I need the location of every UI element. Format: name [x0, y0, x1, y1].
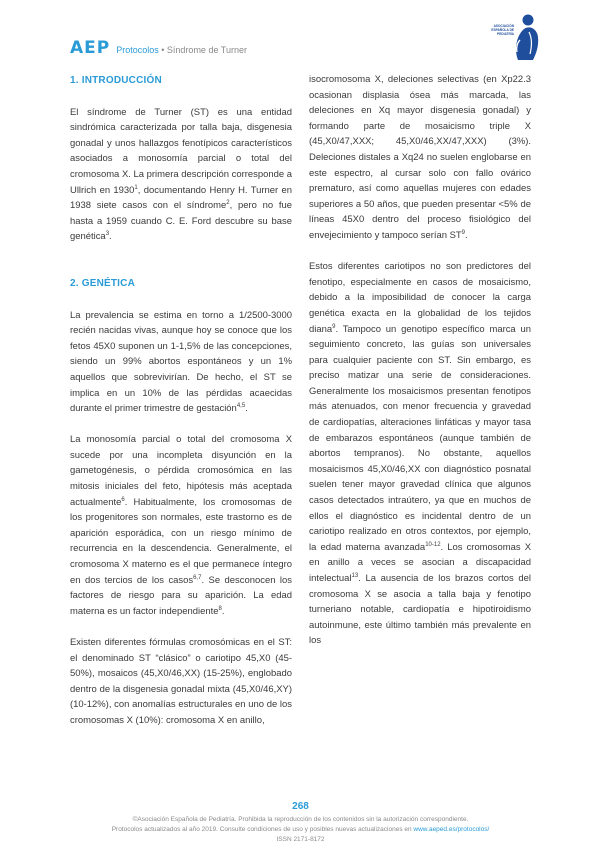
citation-ref: 9: [332, 323, 336, 330]
text-run: . Los cromosomas X en anillo a veces se asocian a discapacidad intelectual: [309, 541, 531, 584]
protocols-link[interactable]: www.aeped.es/protocolos/: [413, 826, 490, 833]
intro-paragraph: [70, 105, 292, 245]
genetica-paragraph-1: [70, 308, 292, 417]
aep-logo: [484, 10, 542, 62]
text-run: Existen diferentes fórmulas cromosómicas en el ST: el denominado ST “clásico” o cariotipo 45,X0 (45-50%), mosaicos (45,X0/46,XX) (15-25%), englobado dentro de la disgenesia gonadal mixta (45,X0/46,XY) (10-12%), con anomalías estructurales en uno de los cromosomas X (10%): cromosoma X en anillo,: [70, 637, 292, 726]
footer-issn: ISSN 2171-8172: [276, 836, 325, 843]
aep-brand: AEP: [70, 38, 111, 58]
citation-ref: 6,7: [193, 574, 202, 581]
citation-ref: 10-12: [425, 541, 441, 548]
page-number: 268: [292, 801, 309, 812]
citation-ref: 3: [105, 231, 110, 238]
header-topic: Síndrome de Turner: [166, 45, 247, 55]
citation-ref: 8: [218, 605, 222, 612]
footer-update-text: Protocolos actualizados al año 2019. Consulte condiciones de uso y posibles nuevas actualizaciones en: [111, 826, 414, 833]
text-run: .: [221, 605, 225, 617]
header-separator: •: [158, 45, 167, 55]
page-footer: [0, 815, 601, 845]
genetica-paragraph-4: [309, 259, 531, 649]
logo-text: ASOCIACIÓN ESPAÑOLA DE PEDIATRÍA: [491, 24, 514, 36]
header-section: Protocolos: [116, 45, 159, 55]
header-breadcrumb: [116, 45, 247, 55]
section-title-genetica: 2. GENÉTICA: [70, 277, 135, 289]
right-column: [309, 72, 531, 649]
footer-copyright: ©Asociación Española de Pediatría. Prohibida la reproducción de los contenidos sin la autorización correspondiente.: [132, 816, 469, 823]
text-run: Estos diferentes cariotipos no son predictores del fenotipo, especialmente en casos de mosaicismo, debido a la imposibilidad de conocer la carga genética exacta en la globalidad de los tejidos diana: [309, 261, 531, 335]
running-header: [70, 38, 247, 58]
aep-child-silhouette-icon: [484, 10, 542, 62]
genetica-paragraph-3: [70, 635, 292, 729]
citation-ref: 4,5: [236, 402, 246, 409]
text-run: La prevalencia se estima en torno a 1/2500-3000 recién nacidas vivas, aunque hoy se conoce que los fetos 45X0 suponen un 1-1,5% de las concepciones, siendo un 99% abortos espontáneos y un 1% aquellos que sobrevivirían. De hecho, el ST se implica en un 10% de las pérdidas acaecidas durante el primer trimestre de gestación: [70, 309, 292, 415]
text-run: .: [245, 403, 248, 415]
text-run: . La ausencia de los brazos cortos del cromosoma X se asocia a talla baja y fenotipo turneriano notable, cardiopatía e hipotiroidismo autoinmune, este último también más prevalente en los: [309, 573, 531, 647]
text-run: isocromosoma X, deleciones selectivas (en Xp22.3 ocasionan displasia ósea más marcada, las deleciones en Xq mayor disgenesia gonadal) y formando parte de mosaicismo triple X (45,X0/47,XXX; 45,X0/46,XX/47,XXX) (3%). Deleciones distales a Xq24 no suelen englobarse en este espectro, al cursar solo con fallo ovárico prematuro, así como aquellas mujeres con edades superiores a 50 años, que pueden presentar <5% de líneas 45X0 dentro del proceso fisiológico del envejecimiento y tampoco serían ST: [309, 74, 531, 241]
citation-ref: 13: [351, 572, 359, 579]
citation-ref: 6: [121, 496, 125, 503]
left-column: [70, 72, 292, 729]
citation-ref: 9: [461, 229, 465, 236]
citation-ref: 2: [226, 200, 230, 207]
footer-update-note: [0, 825, 601, 835]
text-run: .: [465, 229, 468, 241]
section-title-introduccion: 1. INTRODUCCIÓN: [70, 75, 162, 86]
citation-ref: 1: [134, 184, 138, 191]
text-run: . Habitualmente, los cromosomas de los progenitores son normales, este trastorno es de aparición esporádica, con un riesgo mínimo de recurrencia en la descendencia. Generalmente, el cromosoma X materno es el que permanece íntegro en dos tercios de los casos: [70, 496, 292, 586]
text-run: La monosomía parcial o total del cromosoma X sucede por una incompleta disyunción en la gametogénesis, o pérdida cromosómica en las mitosis iniciales del feto, hipótesis más aceptada actualmente: [70, 434, 292, 508]
text-run: .: [109, 231, 112, 243]
genetica-paragraph-3-continued: [309, 72, 531, 244]
text-run: . Se desconocen los factores de riesgo para su aparición. La edad materna es un factor independiente: [70, 574, 292, 617]
text-run: . Tampoco un genotipo específico marca un seguimiento concreto, las guías son universales para cualquier paciente con ST. Sin embargo, es preciso matizar una serie de consideraciones. Generalmente los mosaicismos presentan fenotipos más atenuados, con menor frecuencia y gravedad de cardiopatías, alteraciones linfáticas y mayor tasa de embarazos espontáneos (aunque también de abortos tempranos). No obstante, aquellos mosaicismos 45,X0/46,XX con diagnóstico posnatal suelen tener mayor gravedad clínica que algunos casos detectados intraútero, ya que en muchos de ellos el diagnóstico es incidental dentro de un cariotipo realizado en otros contextos, por ejemplo, la edad materna avanzada: [309, 323, 531, 553]
text-run: , pero no fue hasta a 1959 cuando C. E. Ford descubre su base genética: [70, 200, 292, 243]
genetica-paragraph-2: [70, 432, 292, 619]
text-run: , documentando Henry H. Turner en 1938 siete casos con el síndrome: [70, 184, 292, 212]
text-run: El síndrome de Turner (ST) es una entidad sindrómica caracterizada por talla baja, disgenesia gonadal y unos hallazgos fenotípicos característicos asociados a monosomía parcial o total del cromosoma X. La primera descripción corresponde a Ullrich en 1930: [70, 106, 292, 196]
